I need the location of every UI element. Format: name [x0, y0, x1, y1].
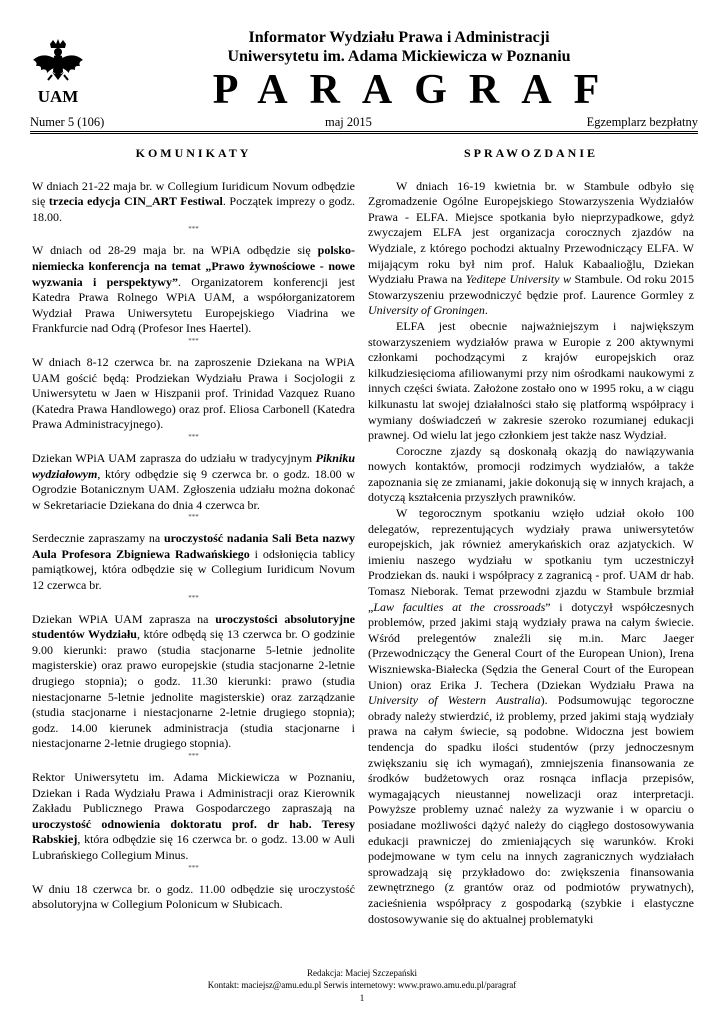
footer	[0, 967, 724, 991]
text-run: W dniach 8-12 czerwca br. na zaproszenie Dziekana na WPiA UAM gościć będą: Prodziekan Wydziału Prawa i Socjologii z Uniwersytetu w Jaen w Hiszpanii prof. Trinidad Vazquez Ruano (Katedra Prawa Handlowego) oraz prof. Eliosa Carbonell (Katedra Prawa Administracyjnego).	[32, 354, 355, 432]
text-run: uroczystość nadania Sali Beta nazwy Aula Profesora Zbigniewa Radwańskiego	[32, 531, 355, 561]
issue-date: maj 2015	[325, 115, 372, 129]
announcement-item	[32, 355, 355, 433]
announcement-item	[32, 531, 355, 593]
text-run: W tegorocznym spotkaniu wzięło udział około 100 delegatów, reprezentujących wydziały prawa uniwersytetów europejskich, jak również amerykańskich oraz azjatyckich. W imieniu naszego wydziału w spotkaniu tym uczestniczył Prodziekan ds. nauki i współpracy z zagranicą - prof. UAM dr hab. Tomasz Nieborak. Temat przewodni zjazdu w Stambule brzmiał „	[368, 506, 694, 614]
item-separator: ***	[188, 752, 199, 760]
page-number: 1	[359, 993, 365, 1003]
text-run: .	[484, 303, 488, 318]
komunikaty-heading: KOMUNIKATY	[135, 146, 252, 160]
text-run: Yeditepe University w	[465, 272, 571, 287]
item-separator: ***	[188, 513, 199, 522]
text-run: University of Groningen	[368, 303, 485, 318]
item-separator: ***	[188, 225, 199, 234]
item-gap	[32, 604, 355, 612]
masthead-line-2: Uniwersytetu im. Adama Mickiewicza w Poznaniu	[227, 48, 571, 65]
uam-eagle-logo	[30, 38, 86, 108]
item-gap	[32, 235, 355, 243]
text-run: , które odbędą się 13 czerwca br. O godzinie 9.00 kierunki: prawo (studia stacjonarne 5-letnie jednolite magisterskie) oraz prawo europejskie (studia stacjonarne 2-letnie drugiego stopnia); o godz. 11.30 kierunki: prawo (studia niestacjonarne 5-letnie jednolite magisterskie) oraz zarządzanie (studia stacjonarne i niestacjonarne 2-letnie drugiego stopnia); godz. 14.00 kierunek administracja (studia stacjonarne i niestacjonarne 2-letnie drugiego stopnia).	[32, 627, 355, 751]
announcement-item	[32, 612, 355, 752]
report-paragraph	[368, 444, 694, 506]
announcement-item	[32, 179, 355, 226]
text-run: W dniach od 28-29 maja br. na WPiA odbędzie się	[32, 243, 318, 258]
text-run: Serdecznie zapraszamy na	[32, 531, 164, 546]
item-gap	[32, 523, 355, 531]
announcement-item	[32, 451, 355, 513]
text-run: Dziekan WPiA UAM zaprasza na	[32, 611, 216, 626]
text-run: Coroczne zjazdy są doskonałą okazją do nawiązywania nowych kontaktów, promocji rodzimych wydziałów, a także zapoznania się ze zmianami, jakie dokonują się w innych krajach, a dotyczą kształcenia przyszłych prawników.	[368, 443, 694, 505]
text-run: , która odbędzie się 16 czerwca br. o godz. 13.00 w Auli Lubrańskiego Collegium Minus.	[32, 832, 355, 862]
sprawozdanie-heading: SPRAWOZDANIE	[463, 146, 598, 160]
report-paragraph	[368, 319, 694, 444]
item-gap	[32, 874, 355, 882]
text-run: , który odbędzie się 9 czerwca br. o godz. 18.00 w Ogrodzie Botanicznym UAM. Zgłoszenia udziału można dokonać w Sekretariacie Dziekana do dnia 4 czerwca br.	[32, 466, 355, 512]
header-rule-top	[30, 131, 698, 132]
item-gap	[32, 443, 355, 451]
text-run: ” i dotyczył współczesnych problemów, przed jakimi stają wydziały prawa na całym świecie. Wśród prelegentów znaleźli się m.in. Marc Jaeger (Przewodniczący the General Court of the European Union), Irena Wiszniewska-Białecka (Sędzia the General Court of the European Union) oraz Erika J. Techera (Dziekan Wydziału Prawa na	[368, 599, 694, 692]
text-run: W dniu 18 czerwca br. o godz. 11.00 odbędzie się uroczystość absolutoryjna w Collegium Polonicum w Słubicach.	[32, 881, 355, 912]
issue-price: Egzemplarz bezpłatny	[586, 115, 698, 129]
sprawozdanie-column	[368, 142, 694, 927]
komunikaty-column	[32, 142, 355, 913]
text-run: Stambule. Od roku 2015 Stowarzyszeniu przewodniczyć będzie prof. Laurence Gormley z	[368, 272, 694, 302]
text-run: ELFA jest obecnie najważniejszym i największym stowarzyszeniem wydziałów prawa w Europie z 200 aktywnymi członkami pochodzącymi z krajów europejskich oraz kilkudziesięcioma afiliowanymi przy nim ośrodkami naukowymi z innych części świata. Założone zostało ono w 1995 roku, a w ciągu kilkunastu lat swojej działalności stało się platformą współpracy i wymiany doświadczeń w zakresie szeroko rozumianej edukacji prawnej. Od wielu lat jego członkiem jest także nasz Wydział.	[368, 318, 694, 443]
report-paragraph	[368, 506, 694, 927]
announcement-item	[32, 770, 355, 864]
text-run: ). Podsumowując tegoroczne obrady należy stwierdzić, iż problemy, przed jakimi stają wydziały prawa na całym świecie, są podobne. Widoczna jest bowiem tendencja do spadku ilości studentów (przy jednoczesnym zwiększaniu się ich wymagań), zmniejszenia finansowania ze środków budżetowych oraz rosnąca inflacja przepisów, wymagających nieustannej nowelizacji oraz interpretacji. Powyższe problemy uznać należy za wyzwanie i w oparciu o posiadane możliwości dążyć należy do ciągłego dostosowywania edukacji prawniczej do zmieniających się warunków. Kroki podejmowane w tym celu na innych zagranicznych wydziałach sprowadzają się przykładowo do: zwiększenia finansowania zewnętrznego (z grantów oraz od podmiotów prywatnych), zacieśnienia współpracy z gospodarką (szybkie i elastyczne dostosowywanie się do aktualnej problematyki	[368, 693, 694, 926]
text-run: University of Western Australia	[368, 693, 541, 708]
footer-contact: Kontakt: maciejsz@amu.edu.pl Serwis internetowy: www.prawo.amu.edu.pl/paragraf	[207, 980, 517, 990]
text-run: uroczystość odnowienia doktoratu prof. dr hab. Teresy Rabskiej	[32, 816, 355, 847]
announcement-item	[32, 243, 355, 337]
svg-text:UAM: UAM	[37, 87, 79, 106]
item-separator: ***	[188, 432, 199, 441]
text-run: trzecia edycja CIN_ART Festiwal	[48, 194, 223, 209]
item-gap	[32, 762, 355, 770]
item-gap	[32, 347, 355, 355]
text-run: W dniach 21-22 maja br. w Collegium Iuridicum Novum odbędzie się	[32, 178, 355, 209]
announcement-item	[32, 882, 355, 913]
text-run: i odsłonięcia tablicy pamiątkowej, która odbędzie się w Collegium Iuridicum Novum 12 czerwca br.	[32, 546, 355, 593]
header-rule-bottom	[30, 133, 698, 134]
text-run: . Początek imprezy o godz. 18.00.	[32, 194, 355, 224]
issue-number: Numer 5 (106)	[30, 115, 105, 129]
item-separator: ***	[188, 593, 199, 602]
footer-editor: Redakcja: Maciej Szczepański	[307, 968, 417, 978]
item-separator: ***	[188, 863, 199, 872]
masthead-line-1: Informator Wydziału Prawa i Administracji	[248, 29, 550, 46]
text-run: Pikniku wydziałowym	[32, 450, 355, 481]
item-separator: ***	[188, 336, 199, 345]
text-run: Rektor Uniwersytetu im. Adama Mickiewicza w Poznaniu, Dziekan i Rada Wydziału Prawa i Administracji oraz Kierownik Zakładu Publicznego Prawa Gospodarczego zapraszają na	[32, 770, 355, 816]
text-run: W dniach 16-19 kwietnia br. w Stambule odbyło się Zgromadzenie Ogólne Europejskiego Stowarzyszenia Wydziałów Prawa - ELFA. Miejsce spotkania było nieprzypadkowe, gdyż zwyczajem ELFA jest organizacja corocznych zjazdów na Wydziale, z którego pochodzi aktualny Przewodniczący ELFA. W mijającym roku był nim prof. Haluk Kabaalioğlu, Dziekan Wydziału Prawa na	[368, 178, 694, 287]
text-run: Dziekan WPiA UAM zaprasza do udziału w tradycyjnym	[32, 450, 316, 465]
newsletter-title: PARAGRAF	[212, 67, 622, 113]
text-run: polsko-niemiecka konferencja na temat „Prawo żywnościowe - nowe wyzwania i perspektywy”	[32, 243, 355, 289]
komunikaty-list	[32, 179, 355, 913]
text-run: . Organizatorem konferencji jest Katedra Prawa Rolnego WPiA UAM, a współorganizatorem Wydział Prawa Uniwersytetu Europejskiego Viadrina we Frankfurcie nad Odrą (Profesor Ines Haertel).	[32, 274, 355, 336]
report-paragraph	[368, 179, 694, 319]
text-run: uroczystości absolutoryjne studentów Wydziału	[32, 611, 355, 642]
issue-info-row	[30, 114, 698, 130]
text-run: Law faculties at the crossroads	[373, 599, 546, 614]
sprawozdanie-body	[368, 179, 694, 928]
